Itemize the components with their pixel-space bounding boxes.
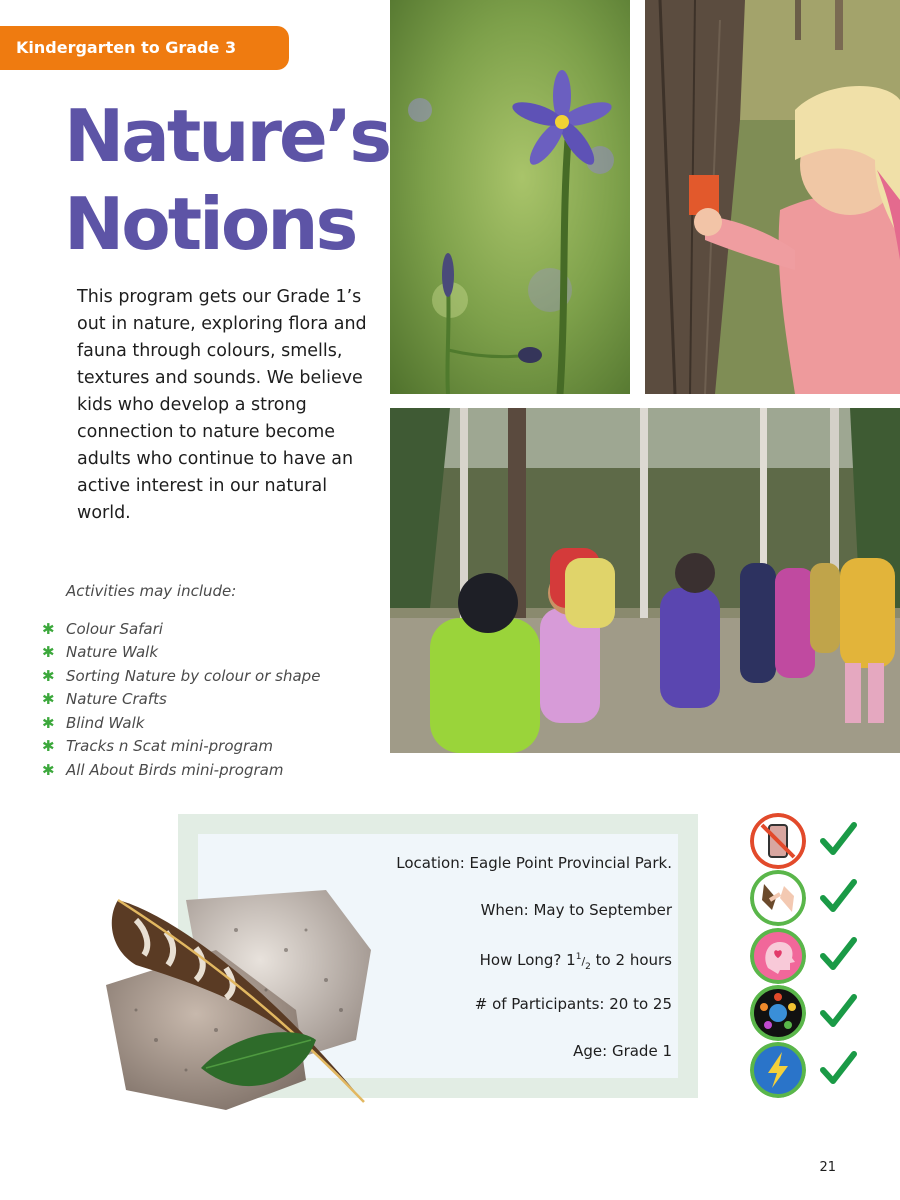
asterisk-bullet-icon: ✱	[42, 666, 55, 685]
list-item	[42, 664, 320, 688]
fraction-numerator: 1	[575, 952, 582, 962]
list-item	[42, 711, 320, 735]
page-number: 21	[819, 1160, 836, 1175]
lightning-icon	[750, 1042, 806, 1098]
asterisk-bullet-icon: ✱	[42, 690, 55, 709]
title-line-1: Nature’s	[64, 94, 390, 178]
list-item	[42, 758, 320, 782]
activity-label: Tracks n Scat mini-program	[66, 737, 273, 756]
asterisk-bullet-icon: ✱	[42, 713, 55, 732]
no-phone-icon	[750, 813, 806, 869]
checkmark-icon	[818, 819, 858, 859]
list-item	[42, 688, 320, 712]
list-item	[42, 617, 320, 641]
children-binoculars-photo	[390, 408, 900, 753]
badge-row	[750, 928, 880, 984]
asterisk-bullet-icon: ✱	[42, 619, 55, 638]
tree-bark-photo	[645, 0, 900, 394]
community-globe-icon	[750, 985, 806, 1041]
badge-row	[750, 1042, 880, 1098]
head-heart-icon	[750, 928, 806, 984]
badge-row	[750, 813, 880, 869]
program-description: This program gets our Grade 1’s out in nature, exploring flora and fauna through colours, smells, textures and sounds. We believe kids who develop a strong connection to nature become adults who continue to have an active interest in our natural world.	[77, 287, 367, 523]
program-details	[396, 852, 672, 1087]
fraction-denominator: 2	[585, 962, 591, 972]
participants-text: # of Participants: 20 to 25	[474, 995, 672, 1013]
list-item	[42, 641, 320, 665]
hands-touch-icon	[750, 870, 806, 926]
badge-row	[750, 985, 880, 1041]
location-text: Location: Eagle Point Provincial Park.	[396, 854, 672, 872]
activity-label: Blind Walk	[66, 713, 145, 732]
activities-list	[42, 617, 320, 782]
asterisk-bullet-icon: ✱	[42, 737, 55, 756]
age-text: Age: Grade 1	[573, 1042, 672, 1060]
grade-level-tag: Kindergarten to Grade 3	[0, 26, 289, 70]
activity-label: Nature Walk	[66, 643, 159, 662]
activity-label: Colour Safari	[66, 619, 163, 638]
page-title	[64, 92, 390, 268]
badge-row	[750, 870, 880, 926]
checkmark-icon	[818, 991, 858, 1031]
activity-label: All About Birds mini-program	[66, 760, 284, 779]
flower-photo	[390, 0, 630, 394]
rock-feather-leaf-image	[96, 890, 386, 1110]
activities-heading: Activities may include:	[66, 582, 237, 600]
duration-text: How Long? $1^1/_2$ to 2 hours	[479, 951, 672, 972]
checkmark-icon	[818, 1048, 858, 1088]
activity-label: Sorting Nature by colour or shape	[66, 666, 321, 685]
checkmark-icon	[818, 934, 858, 974]
asterisk-bullet-icon: ✱	[42, 643, 55, 662]
list-item	[42, 735, 320, 759]
asterisk-bullet-icon: ✱	[42, 760, 55, 779]
checkmark-icon	[818, 876, 858, 916]
activity-label: Nature Crafts	[66, 690, 167, 709]
season-text: When: May to September	[480, 901, 672, 919]
title-line-2: Notions	[64, 182, 356, 266]
